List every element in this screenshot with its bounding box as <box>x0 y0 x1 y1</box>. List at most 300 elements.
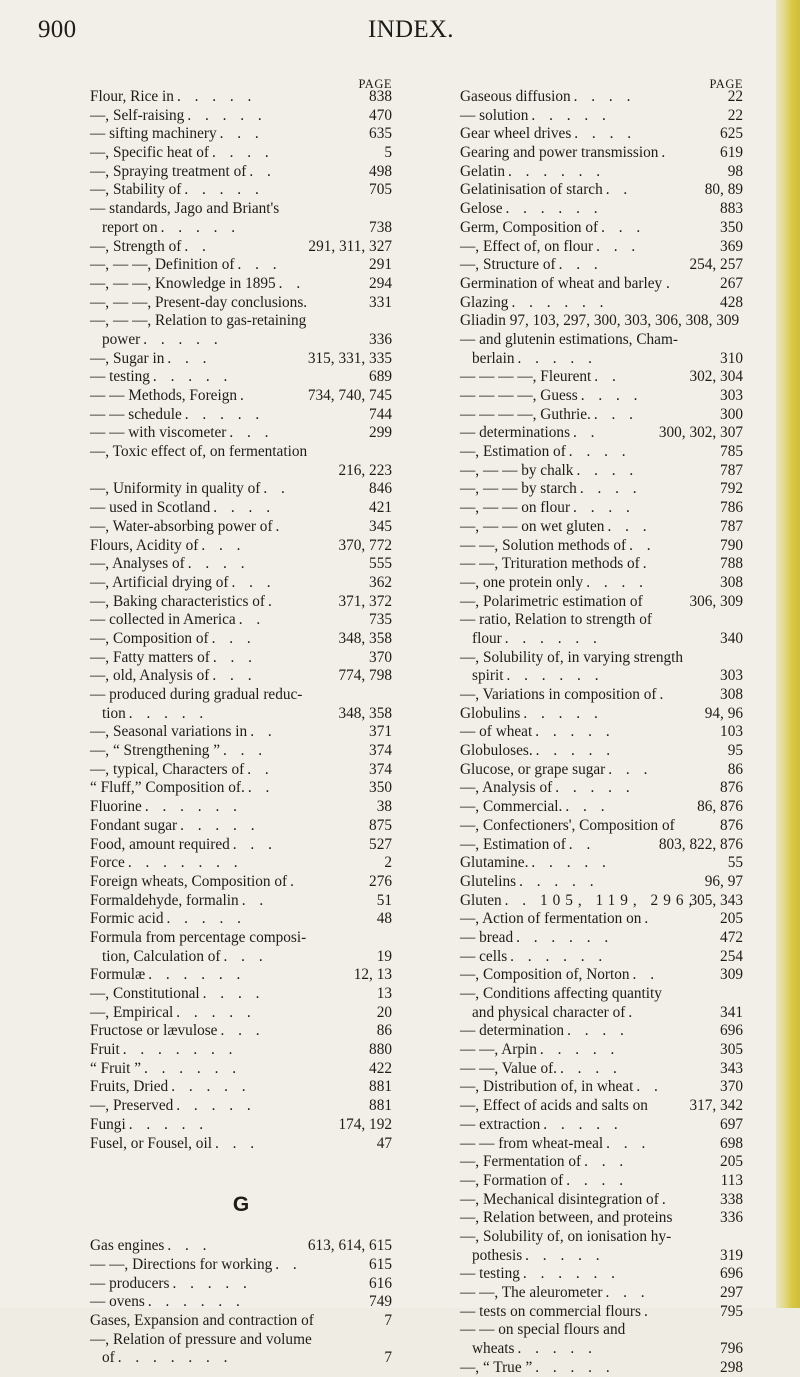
page-reference: 876 <box>720 816 743 834</box>
entry-term: tion, Calculation of <box>102 947 221 965</box>
page-reference: 350 <box>720 218 743 236</box>
page-reference: 749 <box>369 1293 392 1311</box>
index-entry <box>90 107 392 126</box>
page-reference: 254 <box>720 947 743 965</box>
leader-dots: . . . . <box>579 480 642 498</box>
page-reference: 796 <box>720 1340 743 1358</box>
page-reference: 338 <box>720 1190 743 1208</box>
index-entry <box>90 836 392 855</box>
page-reference: 331 <box>369 293 392 311</box>
leader-dots: . . . <box>605 1284 650 1301</box>
leader-dots: . . . . . <box>180 816 260 834</box>
index-entry <box>90 1237 392 1256</box>
page-reference: 619 <box>720 144 743 162</box>
index-entry <box>90 181 392 200</box>
entry-term: Gluten <box>460 891 502 909</box>
entry-term: — producers <box>90 1274 170 1292</box>
leader-dots: . . <box>275 1255 302 1273</box>
entry-term: Flour, Rice in <box>90 88 174 105</box>
entry-term: “ Fluff,” Composition of. <box>90 779 245 797</box>
index-entry <box>90 630 392 649</box>
index-entry <box>90 406 392 425</box>
entry-term: — testing <box>460 1265 520 1283</box>
index-entry <box>90 966 392 985</box>
index-entry <box>460 779 743 798</box>
index-entry-continuation <box>460 1004 743 1023</box>
spacer <box>90 1172 392 1191</box>
entry-term: Flours, Acidity of <box>90 536 199 554</box>
index-entry <box>90 294 392 313</box>
entry-term: — determinations <box>460 424 571 442</box>
entry-term: Formic acid <box>90 910 164 928</box>
entry-term: — — from wheat-meal <box>460 1134 604 1152</box>
page-reference: 315, 331, 335 <box>307 349 392 367</box>
page-title: INDEX. <box>368 16 454 43</box>
entry-term: Formaldehyde, formalin <box>90 891 239 909</box>
leader-dots: . . . <box>201 536 246 554</box>
index-entry <box>460 761 743 780</box>
index-entry <box>90 312 392 331</box>
page-column-heading: PAGE <box>358 77 392 91</box>
leader-dots: . . . . . . <box>508 162 606 180</box>
index-entry <box>460 368 743 387</box>
leader-dots: . . . . . <box>184 181 264 199</box>
index-entry <box>90 779 392 798</box>
entry-term: — solution <box>460 106 529 124</box>
page-reference: 205 <box>720 1153 743 1171</box>
entry-term: —, Analyses of <box>90 555 185 573</box>
entry-term: —, Effect of acids and salts on <box>460 1097 648 1115</box>
leader-dots: . . <box>605 181 633 199</box>
page-reference: 348, 358 <box>338 704 392 722</box>
index-entry <box>90 667 392 686</box>
entry-term: — of wheat <box>460 723 533 741</box>
page-reference: 305, 343 <box>689 891 743 909</box>
index-entry <box>90 686 392 705</box>
leader-dots: . . . <box>212 648 257 666</box>
section-letter: G <box>232 1192 250 1216</box>
index-entry <box>90 574 392 593</box>
index-entry <box>90 163 392 182</box>
entry-term: — bread <box>460 928 514 946</box>
page-reference: 7 <box>384 1349 392 1367</box>
index-entry <box>460 723 743 742</box>
page-reference: 698 <box>720 1134 743 1152</box>
index-entry <box>460 1284 743 1303</box>
entry-term: —, Solubility of, in varying strength <box>460 648 684 666</box>
leader-dots: . . . <box>231 573 276 591</box>
leader-dots: . . . . . <box>535 742 616 760</box>
index-entry <box>90 611 392 630</box>
index-entry <box>460 555 743 574</box>
page-reference: 883 <box>720 200 743 218</box>
page-reference: 880 <box>369 1041 392 1059</box>
leader-dots: . . <box>632 966 660 984</box>
entry-term: —, “ True ” <box>460 1358 533 1376</box>
index-entry <box>90 742 392 761</box>
leader-dots: . . . . . <box>176 1097 256 1115</box>
entry-term: —, Structure of <box>460 256 556 274</box>
entry-term: —, old, Analysis of <box>90 667 210 685</box>
page-reference: 51 <box>376 891 392 909</box>
leader-dots: . <box>643 1302 653 1320</box>
index-entry <box>460 817 743 836</box>
entry-term: Force <box>90 854 125 872</box>
page-number: 900 <box>38 16 77 43</box>
leader-dots: . . . <box>565 798 610 816</box>
page-reference: 298 <box>720 1358 743 1376</box>
index-entry <box>90 144 392 163</box>
page-header <box>0 16 776 46</box>
leader-dots: . . . <box>214 1134 260 1152</box>
index-entry <box>90 873 392 892</box>
index-entry <box>90 350 392 369</box>
leader-dots: . . . . <box>187 555 250 573</box>
index-entry <box>460 836 743 855</box>
page-reference: 555 <box>369 555 392 573</box>
index-column-left <box>90 78 392 1368</box>
page-reference: 86 <box>376 1022 392 1040</box>
page-reference: 705 <box>369 181 392 199</box>
index-entry <box>460 518 743 537</box>
page-reference: 216, 223 <box>338 461 392 479</box>
page-reference: 174, 192 <box>338 1115 392 1133</box>
entry-term: Germination of wheat and barley . <box>460 274 670 292</box>
entry-term: — extraction <box>460 1115 541 1133</box>
entry-term: Fondant sugar <box>90 816 178 834</box>
leader-dots: . . . <box>220 1022 265 1040</box>
index-entry <box>90 88 392 107</box>
leader-dots: . . . . . <box>531 854 611 872</box>
leader-dots: . . . <box>223 947 268 965</box>
entry-term: — —, Arpin <box>460 1041 537 1059</box>
entry-term: — — — —, Guthrie. <box>460 405 591 423</box>
entry-term: wheats <box>472 1340 515 1358</box>
entry-term: — —, Directions for working <box>90 1255 273 1273</box>
index-entry <box>460 649 743 668</box>
index-entry <box>460 387 743 406</box>
index-entry <box>460 1359 743 1377</box>
entry-term: —, Estimation of <box>460 835 566 853</box>
page-reference: 370, 772 <box>338 536 392 554</box>
index-entry <box>460 294 743 313</box>
leader-dots: . . . . . . <box>511 293 609 311</box>
entry-term: — used in Scotland <box>90 499 211 517</box>
page-reference: 635 <box>369 125 392 143</box>
index-entry <box>460 256 743 275</box>
leader-dots: . . . . . <box>176 88 257 105</box>
index-entry <box>460 1135 743 1154</box>
page-reference: 803, 822, 876 <box>658 835 743 853</box>
entry-term: Gelose <box>460 200 503 218</box>
entry-term: Glutelins <box>460 872 517 890</box>
leader-dots: . . <box>594 368 621 386</box>
entry-term: Glucose, or grape sugar <box>460 760 606 778</box>
index-entry <box>460 948 743 967</box>
index-entry <box>460 985 743 1004</box>
leader-dots: . . . <box>211 629 256 647</box>
entry-term: —, — —, Present-day conclusions. <box>90 293 308 311</box>
entry-term: — — Methods, Foreign <box>90 387 238 404</box>
leader-dots: . . . . . . <box>506 667 604 685</box>
leader-dots: . . . . . <box>517 349 597 367</box>
index-entry <box>460 1060 743 1079</box>
leader-dots: . . <box>184 237 211 255</box>
page-reference: 875 <box>369 816 392 834</box>
index-entry <box>460 144 743 163</box>
index-entry <box>90 387 392 406</box>
entry-term: Germ, Composition of <box>460 218 599 236</box>
page-reference: 19 <box>376 947 392 965</box>
index-entry <box>460 1116 743 1135</box>
index-entry <box>460 88 743 107</box>
index-entry-continuation <box>460 350 743 369</box>
index-entry <box>460 125 743 144</box>
entry-term: — standards, Jago and Briant's <box>90 200 280 218</box>
index-entry <box>460 181 743 200</box>
page-reference: 306, 309 <box>689 592 743 610</box>
index-entry <box>90 368 392 387</box>
entry-term: — — with viscometer <box>90 424 227 442</box>
leader-dots: . . <box>247 760 274 778</box>
leader-dots: . . . . . <box>525 1246 605 1264</box>
leader-dots: . . . <box>212 667 257 685</box>
page-edge <box>776 0 800 1308</box>
index-entry <box>460 966 743 985</box>
leader-dots: . . . . <box>586 573 648 591</box>
index-entry <box>90 1135 392 1154</box>
index-entry <box>460 219 743 238</box>
entry-term: —, Preserved <box>90 1097 174 1115</box>
leader-dots: . . . . . <box>539 1041 620 1059</box>
leader-dots: . . . <box>167 349 212 367</box>
index-entry <box>90 462 392 481</box>
entry-term: —, Specific heat of <box>90 144 209 162</box>
page-reference: 422 <box>369 1059 392 1077</box>
leader-dots: . . . . . . <box>147 1293 245 1311</box>
entry-term: Gearing and power transmission <box>460 144 659 162</box>
page-reference: 788 <box>720 555 743 573</box>
leader-dots: . . . <box>167 1237 212 1255</box>
index-entry <box>90 985 392 1004</box>
page-reference: 86 <box>727 760 743 778</box>
entry-term: of <box>102 1349 115 1367</box>
index-entry <box>90 723 392 742</box>
index-entry <box>460 537 743 556</box>
leader-dots: . <box>661 144 671 162</box>
leader-dots: . . . . . <box>535 1358 615 1376</box>
index-entry-continuation <box>90 705 392 724</box>
page-reference: 2 <box>384 854 392 872</box>
leader-dots: . . <box>263 480 290 498</box>
entry-term: —, Constitutional <box>90 985 200 1002</box>
index-entry <box>460 163 743 182</box>
entry-term: —, Self-raising <box>90 106 185 124</box>
entry-term: — and glutenin estimations, Cham- <box>460 330 678 348</box>
entry-term: —, Commercial. <box>460 798 563 816</box>
index-entry <box>460 107 743 126</box>
leader-dots: . . . <box>219 125 264 143</box>
page-reference: 80, 89 <box>704 181 743 199</box>
index-entry <box>90 499 392 518</box>
entry-term: spirit <box>472 667 504 685</box>
entry-term: —, — —, Relation to gas-retaining <box>90 312 307 330</box>
entry-term: —, Confectioners', Composition of <box>460 816 675 834</box>
page-reference: 735 <box>369 611 392 629</box>
entry-term: —, Fermentation of <box>460 1153 582 1171</box>
page-reference: 362 <box>369 573 392 591</box>
entry-term: —, — — on wet gluten <box>460 517 605 535</box>
entry-term: — — schedule <box>90 405 182 423</box>
leader-dots: . . . . . <box>171 1078 251 1096</box>
leader-dots: . . . . <box>576 461 639 479</box>
entry-term: Fruit <box>90 1041 120 1059</box>
leader-dots: . <box>268 592 277 610</box>
entry-term: —, Seasonal variations in <box>90 723 248 741</box>
leader-dots: . . . . . . . <box>117 1349 233 1367</box>
entry-term: Food, amount required <box>90 835 230 853</box>
page-reference: 472 <box>720 928 743 946</box>
entry-term: tion <box>102 704 126 722</box>
index-entry <box>460 1022 743 1041</box>
page-reference: 276 <box>369 872 392 890</box>
index-entry <box>90 1022 392 1041</box>
index-entry <box>90 1293 392 1312</box>
entry-term: Gear wheel drives <box>460 125 572 143</box>
index-entry <box>90 125 392 144</box>
index-entry <box>90 256 392 275</box>
entry-term: —, Spraying treatment of <box>90 162 247 180</box>
leader-dots: . . . . . . <box>504 629 602 647</box>
leader-dots: . . <box>568 835 596 853</box>
leader-dots: . . . . . <box>176 1003 256 1021</box>
entry-term: —, typical, Characters of <box>90 760 245 778</box>
index-entry <box>90 817 392 836</box>
index-entry-continuation <box>90 219 392 238</box>
entry-term: —, Toxic effect of, on fermentation <box>90 443 308 461</box>
page-reference: 428 <box>720 293 743 311</box>
entry-term: pothesis <box>472 1246 523 1264</box>
entry-term: power <box>102 330 141 348</box>
entry-term: —, — —, Knowledge in 1895 <box>90 274 276 292</box>
page-reference: 787 <box>720 517 743 535</box>
index-entry <box>90 1041 392 1060</box>
index-entry-continuation <box>460 667 743 686</box>
entry-term: Fungi <box>90 1115 126 1133</box>
leader-dots: . . . <box>608 760 653 778</box>
leader-dots: . . . <box>606 1134 651 1152</box>
leader-dots: . . . . <box>567 1022 629 1040</box>
index-entry <box>90 275 392 294</box>
entry-term: Formula from percentage composi- <box>90 928 307 946</box>
entry-term: — —, Value of. <box>460 1059 558 1077</box>
index-entry <box>90 424 392 443</box>
entry-term: —, Action of fermentation on <box>460 910 642 928</box>
leader-dots: . . . . <box>580 387 643 404</box>
index-entry <box>460 1191 743 1210</box>
page-reference: 774, 798 <box>338 667 392 685</box>
entry-term: — — on special flours and <box>460 1321 626 1339</box>
entry-term: —, Polarimetric estimation of <box>460 592 643 610</box>
entry-term: Fruits, Dried <box>90 1078 169 1096</box>
entry-term: —, — —, Definition of <box>90 256 235 274</box>
entry-term: —, “ Strengthening ” <box>90 742 220 760</box>
leader-dots: . . <box>629 536 656 554</box>
leader-dots: . . . . . . <box>522 1265 620 1283</box>
entry-term: — — — —, Guess <box>460 387 578 404</box>
page-reference: 369 <box>720 237 743 255</box>
leader-dots: . . . . . <box>543 1115 623 1133</box>
page-column-heading: PAGE <box>709 77 743 91</box>
entry-term: — collected in America <box>90 611 236 629</box>
entry-term: Gases, Expansion and contraction of <box>90 1312 314 1329</box>
page-reference: 12, 13 <box>353 966 392 984</box>
page-reference: 350 <box>369 779 392 797</box>
entry-term: — testing <box>90 368 150 386</box>
index-entry <box>460 686 743 705</box>
page-reference: 297 <box>720 1284 743 1301</box>
entry-term: —, Composition of <box>90 629 209 647</box>
leader-dots: . . . . <box>202 985 265 1002</box>
leader-dots: . . . . <box>213 499 276 517</box>
leader-dots: . . . . . <box>187 106 267 124</box>
leader-dots: . . . . . . . <box>127 854 243 872</box>
entry-term: —, Artificial drying of <box>90 573 229 591</box>
page-reference: 498 <box>369 162 392 180</box>
leader-dots: . . <box>636 1078 663 1096</box>
index-entry <box>460 910 743 929</box>
index-entry <box>90 555 392 574</box>
entry-term: — determination <box>460 1022 565 1040</box>
entry-term: —, Distribution of, in wheat <box>460 1078 634 1096</box>
index-entry <box>90 518 392 537</box>
index-entry <box>90 480 392 499</box>
index-entry <box>90 1312 392 1331</box>
page-reference: 299 <box>369 424 392 442</box>
leader-dots: . . . . <box>568 443 631 461</box>
entry-term: —, Mechanical disintegration of <box>460 1190 659 1208</box>
leader-dots: . . . . <box>566 1171 629 1189</box>
page-reference: 20 <box>376 1003 392 1021</box>
leader-dots: . . . . . . <box>510 947 608 965</box>
page-reference: 308 <box>720 573 743 591</box>
index-entry <box>460 462 743 481</box>
index-entry <box>90 1078 392 1097</box>
page-reference: 95 <box>727 742 743 760</box>
entry-term: —, Variations in composition of <box>460 686 657 703</box>
index-entry <box>460 406 743 425</box>
entry-term: — — — —, Fleurent <box>460 368 592 386</box>
index-entry <box>90 1331 392 1350</box>
entry-term: — tests on commercial flours <box>460 1302 641 1320</box>
index-entry <box>460 798 743 817</box>
entry-term: —, Composition of, Norton <box>460 966 630 984</box>
index-entry <box>460 742 743 761</box>
entry-term: Formulæ <box>90 966 146 984</box>
index-entry <box>90 892 392 911</box>
leader-dots: . . . . . <box>523 704 603 722</box>
leader-dots: . . <box>250 723 277 741</box>
page-reference: 317, 342 <box>689 1097 743 1115</box>
leader-dots: . . . . . . <box>505 200 603 218</box>
leader-dots: . . . . . <box>128 1115 209 1133</box>
entry-term: Gelatin <box>460 162 506 180</box>
page-reference: 86, 876 <box>697 798 743 816</box>
index-entry <box>460 312 743 331</box>
leader-dots: . <box>290 872 299 890</box>
entry-term: Fusel, or Fousel, oil <box>90 1134 212 1152</box>
leader-dots: . . . . . . <box>143 1059 242 1077</box>
